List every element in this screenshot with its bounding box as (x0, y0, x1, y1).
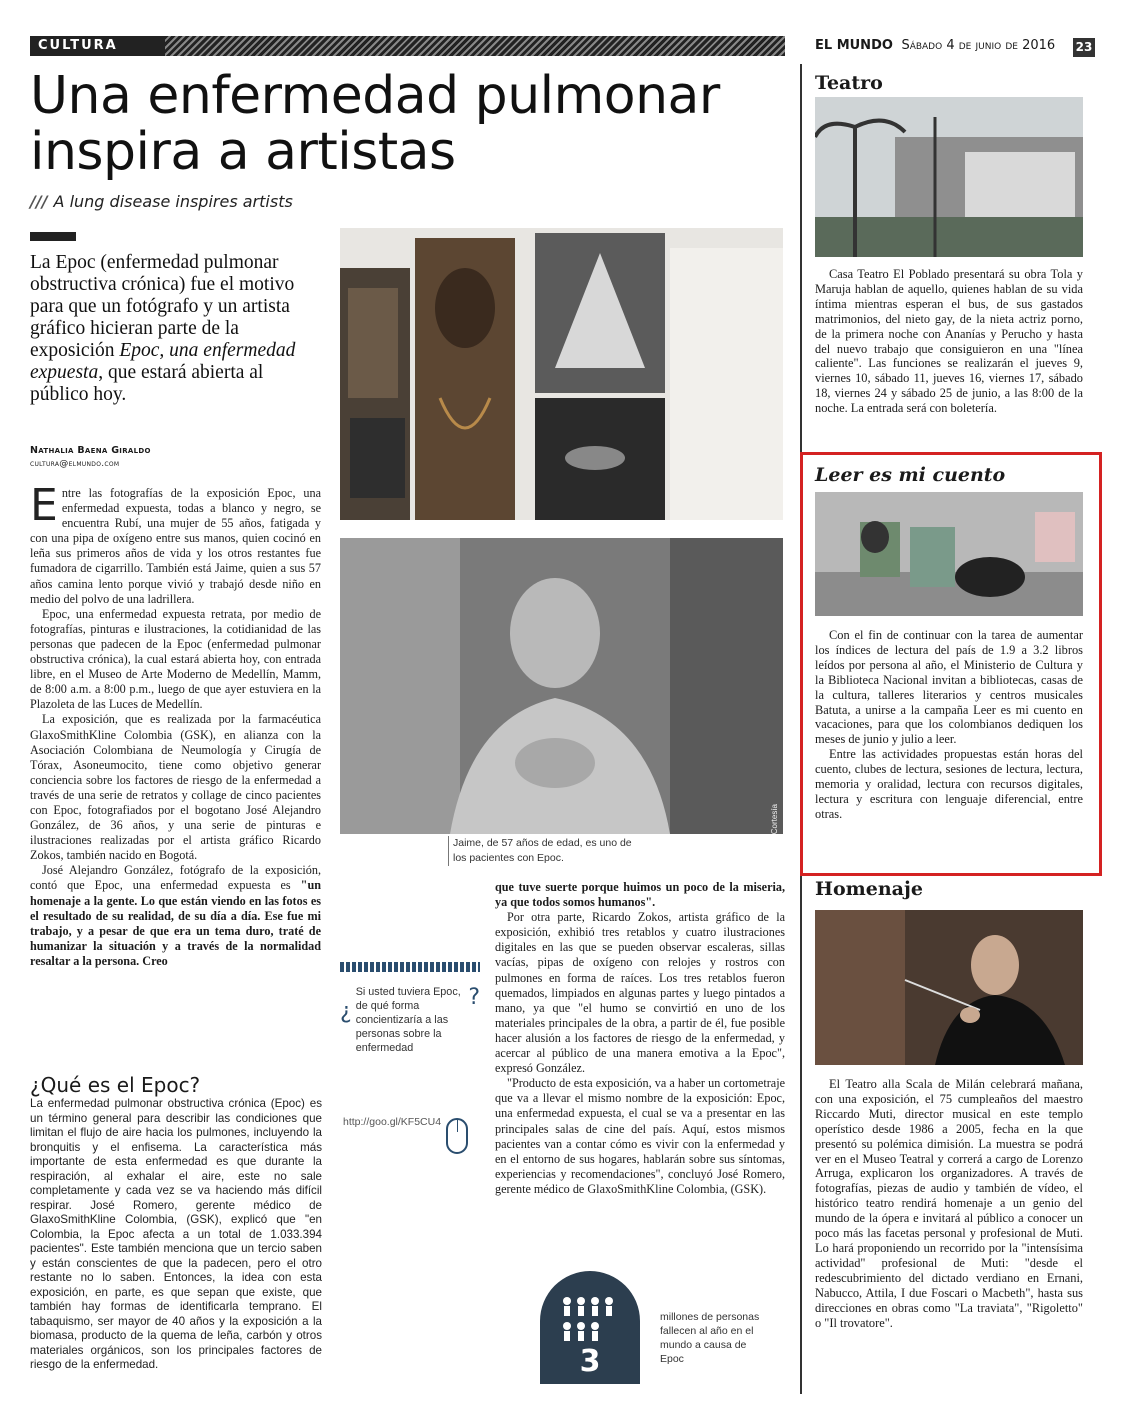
epoc-box (30, 1073, 322, 1373)
section-bar (30, 36, 785, 56)
subheadline-text: A lung disease inspires artists (53, 192, 293, 211)
article-column-1 (30, 486, 321, 1046)
portrait-photo (340, 538, 783, 834)
lede (30, 252, 315, 406)
leer-photo (815, 492, 1083, 616)
portrait-photo-art (340, 538, 783, 834)
homenaje-text: El Teatro alla Scala de Milán celebrará mañana, con una exposición, el 75 cumpleaños del maestro Riccardo Muti, director musical en este templo operístico desde 1986 a 2005, fecha en la que presentó su polémica dimisión. La muestra se podrá ver en el Museo Teatral y correrá a cargo de Lorenzo Arruga, explicaron los organizadores. A través de fotografías, piezas de audio y también de vídeo, el histórico teatro rendirá homenaje a un genio del mundo de la ópera e invitará al público a conocer un poco más las facetas personal y profesional de Muti. Lo hará proponiendo un recorrido por la "intensísima actividad" profesional de Muti: "desde el redescubrimiento del dictado verdiano en Ernani, Nabucco, Attila, I due Foscari o Macbeth", hasta sus direcciones en obras como "La traviata", "Rigoletto" o "Il trovatore". (815, 1077, 1083, 1330)
page-number: 23 (1073, 38, 1095, 57)
article-paragraph (30, 863, 321, 969)
issue-date: Sábado 4 de junio de 2016 (901, 38, 1056, 53)
byline-name: Nathalia Baena Giraldo (30, 445, 151, 456)
byline-email: cultura@elmundo.com (30, 459, 120, 469)
question-link[interactable]: http://goo.gl/KF5CU4 (343, 1116, 442, 1128)
stat-text: millones de personas fallecen al año en el mundo a causa de Epoc (660, 1311, 760, 1365)
divider-bar (30, 232, 76, 241)
stat-graphic (535, 1266, 645, 1384)
epoc-box-title: ¿Qué es el Epoc? (30, 1073, 201, 1097)
article-paragraph: La exposición, que es realizada por la farmacéutica GlaxoSmithKline Colombia (GSK), en alianza con la Asociación Colombiana de Neumología y Cirugía de Tórax, Asoneumocito, tiene como objetivo generar conciencia sobre los factores de riesgo de la enfermedad a través de una serie de retratos y collage de cinco pacientes con Epoc, fotografiados por el bogotano José Alejandro González, de 36 años, y una serie de pinturas e ilustraciones realizadas por el artista gráfico Ricardo Zokos, también nacido en Bogotá. (30, 712, 321, 863)
leer-paragraph: Entre las actividades propuestas están horas del cuento, clubes de lectura, sesiones de lectura, lectura, memoria y oralidad, lectura con recursos digitales, lectura y escritura con lenguaje diferencial, entre otras. (815, 747, 1083, 821)
leer-paragraph: Con el fin de continuar con la tarea de aumentar los índices de lectura del país de 1.9 a 3.2 libros leídos por persona al año, el Ministerio de Cultura y la Biblioteca Nacional invitan a bibliotecas, casas de la cultura, talleres literarios y centros musicales Batuta, a unirse a la campaña Leer es mi cuento en vacaciones, para que los colombianos dediquen los meses de junio y julio a leer. (815, 628, 1083, 747)
lede-text-2: , que estará abierta al público hoy. (30, 362, 264, 405)
drop-cap: E (30, 486, 58, 531)
masthead (815, 38, 1055, 53)
question-open: ¿ (340, 999, 352, 1024)
article-column-2 (495, 880, 785, 1197)
question-box-bar (340, 962, 480, 972)
article-paragraph: Epoc, una enfermedad expuesta retrata, por medio de fotografías, pinturas e ilustraciones, la cotidianidad de las personas que padecen de la Epoc (enfermedad pulmonar obstructiva crónica), la cual estará abierta hoy, con entrada libre, en el Museo de Arte Moderno de Medellín, Mamm, de 8:00 a.m. a 8:00 p.m., luego de que ayer estuviera en la Plazoleta de las Luces de Medellín. (30, 606, 321, 712)
section-label: CULTURA (38, 38, 118, 53)
leer-text (815, 628, 1083, 822)
teatro-photo-art (815, 97, 1083, 257)
article-text: José Alejandro González, fotógrafo de la exposición, contó que Epoc, una enfermedad expuesta es (30, 863, 321, 893)
photo-caption: Jaime, de 57 años de edad, es uno de los pacientes con Epoc. (448, 836, 633, 866)
article-quote: "un homenaje a la gente. Lo que están viendo en las fotos es el resultado de su realidad, de su día a día. Ese fue mi trabajo, y a pesar de que era un tema duro, traté de humanizar la situación y a través de la normalidad resaltar a la persona. Creo (30, 878, 321, 968)
mouse-icon (446, 1118, 468, 1154)
epoc-box-text: La enfermedad pulmonar obstructiva crónica (Epoc) es un término general para describir las condiciones que limitan el flujo de aire hacia los pulmones, incluyendo la bronquitis y el enfisema. La característica más importante de esta enfermedad es que durante la respiración, al exhalar el aire, este no sale completamente y cada vez se va haciendo más difícil respirar. José Romero, gerente médico de GlaxoSmithKline Colombia, (GSK), explicó que "en Colombia, la Epoc afecta a un total de 1.033.394 pacientes". Este también menciona que un tercio saben y están conscientes de que la padecen, pero el otro restante no lo saben. Entonces, la idea con esta exposición, en parte, es que sepan que existe, que también hay formas de identificarla temprano. El tabaquismo, ser mayor de 40 años y la exposición a la biomasa, producto de la quema de leña, carbón y otros materiales orgánicos, son los principales factores de riesgo de la enfermedad. (30, 1097, 322, 1371)
homenaje-title: Homenaje (815, 878, 923, 900)
homenaje-photo-art (815, 910, 1083, 1065)
subheadline (30, 192, 293, 211)
homenaje-photo (815, 910, 1083, 1065)
question-close: ? (468, 985, 480, 1010)
article-paragraph: Por otra parte, Ricardo Zokos, artista gráfico de la exposición, exhibió tres retablos y cuatro ilustraciones digitales en las que se pueden observar escaleras, sillas vacías, pipas de oxígeno con relojes y rostros con pulmones en forma de raíces. Los tres retablos fueron quemados, limpiados en algunas partes y luego pintados a mano, ya que "el humo se convirtió en uno de los materiales principales de la obra, a partir de él, fue posible hacer alusión a los factores de riesgo de la enfermedad, y acercar al público de una manera emotiva a la Epoc", expresó González. (495, 910, 785, 1076)
question-box (340, 985, 480, 1055)
stat-number: 3 (579, 1344, 601, 1379)
leer-title: Leer es mi cuento (815, 464, 1006, 486)
teatro-photo (815, 97, 1083, 257)
question-text: Si usted tuviera Epoc, de qué forma concientizaría a las personas sobre la enfermedad (355, 986, 461, 1054)
article-quote: que tuve suerte porque huimos un poco de la miseria, ya que todos somos humanos". (495, 880, 785, 910)
article-paragraph (30, 486, 321, 607)
teatro-title: Teatro (815, 72, 883, 94)
lede-text-1: La Epoc (enfermedad pulmonar obstructiva crónica) fue el motivo para que un fotógrafo y un artista gráfico hicieran parte de la exposición (30, 252, 295, 361)
slashes-icon: /// (30, 192, 48, 211)
paper-name: EL MUNDO (815, 38, 893, 53)
leer-photo-art (815, 492, 1083, 616)
teatro-text: Casa Teatro El Poblado presentará su obra Tola y Maruja hablan de aquello, quienes hablan de su vida íntima mientras esperan el bus, de sus gastados matrimonios, del nieto gay, de la nieta actriz porno, de la primera noche con Ananías y Perucho y hasta del nuevo trabajo que consiguieron en una "línea caliente". Las funciones se realizarán el jueves 9, viernes 10, sábado 11, jueves 16, viernes 17, sábado 18, viernes 24 y sábado 25 de junio, a las 8:00 de la noche. La entrada será con boletería. (815, 267, 1083, 416)
photo-credit: Cortesía (770, 804, 779, 834)
exhibition-photo-art (340, 228, 783, 520)
article-text: ntre las fotografías de la exposición Epoc, una enfermedad expuesta, todas a blanco y negro, se encuentra Rubí, una mujer de 55 años, fatigada y con una pipa de oxígeno entre sus manos, quien cocinó en leña sus primeros años de vida y los otros restantes fue fumadora de cigarrillo. También está Jaime, quien a sus 57 años camina lento porque vivió y trabajó desde niño en medio del polvo de una ladrillera. (30, 486, 321, 606)
exhibition-photo (340, 228, 783, 520)
section-hatch (165, 36, 785, 56)
article-paragraph: "Producto de esta exposición, va a haber un cortometraje que va a llevar el mismo nombre de la exposición: Epoc, una enfermedad expuesta, el cual se va a presentar en las principales salas de cine del país. Aquí, estos mismos pacientes van a contar cómo es vivir con la enfermedad y en el entorno de sus hogares, hablarán sobre sus síntomas, experiencias y recomendaciones", concluyó José Romero, gerente médico de GlaxoSmithKline Colombia, (GSK). (495, 1076, 785, 1196)
lede-italic: Epoc, una enfermedad expuesta (30, 340, 296, 383)
headline: Una enfermedad pulmonar inspira a artistas (30, 66, 720, 182)
